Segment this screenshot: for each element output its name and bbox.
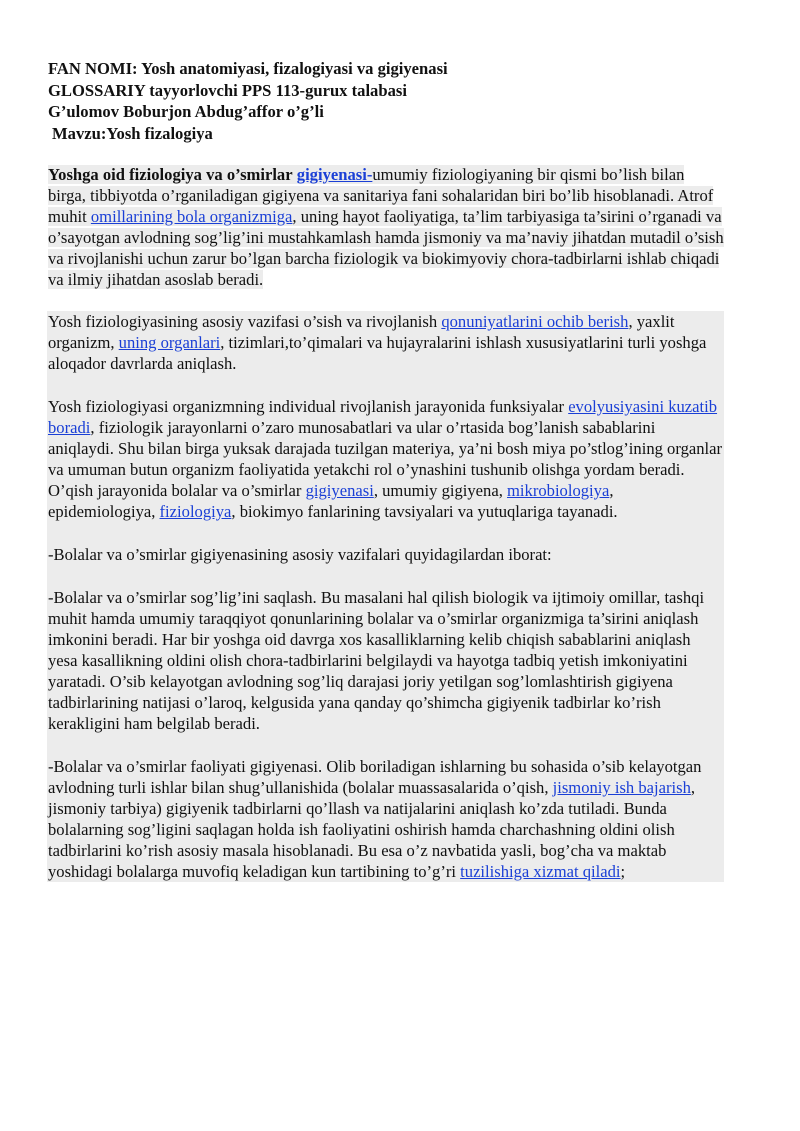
task-text-2: , yaxlit organizm,	[48, 312, 675, 352]
evolution-text-1: Yosh fiziologiyasi organizmning individual rivojlanish jarayonida funksiyalar	[48, 397, 569, 416]
link-evolyusiyasini[interactable]: evolyusiyasini kuzatib boradi	[48, 397, 718, 437]
subject-title: FAN NOMI: Yosh anatomiyasi, fizalogiyasi va gigiyenasi	[48, 59, 448, 78]
link-fiziologiya[interactable]: fiziologiya	[159, 502, 232, 521]
intro-text-2: , uning hayot faoliyatiga, ta’lim tarbiyasiga ta’sirini o’rganadi va o’sayotgan avlodning sog’lig’ini mustahkamlash hamda jismoniy va ma’naviy jihatdan mutadil o’sish va rivojlanishi uchun zarur bo’lgan barcha fiziologik va biokimyoviy chora-tadbirlarni ishlab chiqadi va ilmiy jihatdan asoslab beradi.	[48, 207, 724, 289]
paragraph-intro	[48, 164, 724, 290]
paragraph-activity	[48, 756, 724, 882]
activity-text-1: -Bolalar va o’smirlar faoliyati gigiyenasi. Olib boriladigan ishlarning bu sohasida o’sib kelayotgan avlodning turli ishlar bilan shug’ullanishida (bolalar muassasalarida o’qish,	[48, 757, 702, 797]
link-omillarining[interactable]: omillarining bola organizmiga	[90, 207, 293, 226]
paragraph-health: -Bolalar va o’smirlar sog’lig’ini saqlash. Bu masalani hal qilish biologik va ijtimoiy omillar, tashqi muhit hamda umumiy taraqqiyot qonunlarining bolalar va o’smirlar organizmiga ta’sirini aniqlash imkonini beradi. Har bir yoshga oid davrga xos kasalliklarning kelib chiqish sabablarini aniqlash yesa kasallikning oldini olish chora-tadbirlarini belgilaydi va hayotga tadbiq yetish imkoniyatini yaratadi. O’sib kelayotgan avlodning sog’liq darajasi joriy yetilgan sog’lomlashtirish gigiyena tadbirlarining natijasi o’laroq, kelgusida yana qanday qo’shimcha gigiyenik tadbirlar ko’rish kerakligini ham belgilab beradi.	[48, 588, 705, 733]
link-uning-organlari[interactable]: uning organlari	[118, 333, 221, 352]
evolution-text-4: , epidemiologiya,	[48, 481, 614, 521]
task-text-1: Yosh fiziologiyasining asosiy vazifasi o’sish va rivojlanish	[48, 312, 442, 331]
paragraph-tasks-heading: -Bolalar va o’smirlar gigiyenasining asosiy vazifalari quyidagilardan iborat:	[48, 545, 552, 564]
intro-text-1: umumiy fiziologiyaning bir qismi bo’lish bilan birga, tibbiyotda o’rganiladigan gigiyena va sanitariya fani sohalaridan biri bo’lib hisoblanadi. Atrof muhit	[48, 165, 714, 226]
link-gigiyenasi-text: gigiyenasi-	[296, 165, 373, 184]
evolution-text-3: , umumiy gigiyena,	[373, 481, 508, 500]
link-jismoniy-ish[interactable]: jismoniy ish bajarish	[552, 778, 691, 797]
paragraph-evolution	[48, 396, 724, 522]
document-header	[48, 58, 724, 144]
topic-title: Mavzu:Yosh fizalogiya	[52, 123, 213, 143]
link-mikrobiologiya[interactable]: mikrobiologiya	[507, 481, 610, 500]
task-text-3: , tizimlari,to’qimalari va hujayralarini ishlash xususiyatlarini turli yoshga aloqador davrlarda aniqlash.	[48, 333, 707, 373]
evolution-text-5: , biokimyo fanlarining tavsiyalari va yutuqlariga tayanadi.	[231, 502, 618, 521]
link-qonuniyatlarini[interactable]: qonuniyatlarini ochib berish	[441, 312, 629, 331]
link-gigiyenasi-2[interactable]: gigiyenasi	[305, 481, 374, 500]
glossary-author-line: GLOSSARIY tayyorlovchi PPS 113-gurux talabasi	[48, 80, 407, 100]
activity-text-2: , jismoniy tarbiya) gigiyenik tadbirlarni qo’llash va natijalarini aniqlash ko’zda tutiladi. Bunda bolalarning sog’ligini saqlagan holda ish faoliyatini oshirish hamda charchashning oldini olish tadbirlarini ko’rish asosiy masala hisoblanadi. Bu esa o’z navbatida yasli, bog’cha va maktab yoshidagi bolalarga muvofiq keladigan kun tartibining to’g’ri	[48, 778, 696, 881]
paragraph-task	[48, 311, 724, 374]
activity-text-3: ;	[620, 862, 626, 881]
document-page	[48, 58, 724, 882]
intro-bold-text: Yoshga oid fiziologiya va o’smirlar	[48, 165, 293, 184]
link-gigiyenasi[interactable]	[297, 165, 373, 184]
author-name: G’ulomov Boburjon Abdug’affor o’g’li	[48, 102, 324, 121]
link-tuzilishiga[interactable]: tuzilishiga xizmat qiladi	[460, 862, 621, 881]
evolution-text-2: , fiziologik jarayonlarni o’zaro munosabatlari va ular o’rtasida bog’lanish sabablarini aniqlaydi. Shu bilan birga yuksak darajada tuzilgan materiya, ya’ni bosh miya po’stlog’ining organlar va umuman butun organizm faoliyatida yetakchi rol o’ynashini tushunib olishga yordam beradi. O’qish jarayonida bolalar va o’smirlar	[48, 418, 723, 500]
shaded-content-block	[47, 311, 724, 882]
